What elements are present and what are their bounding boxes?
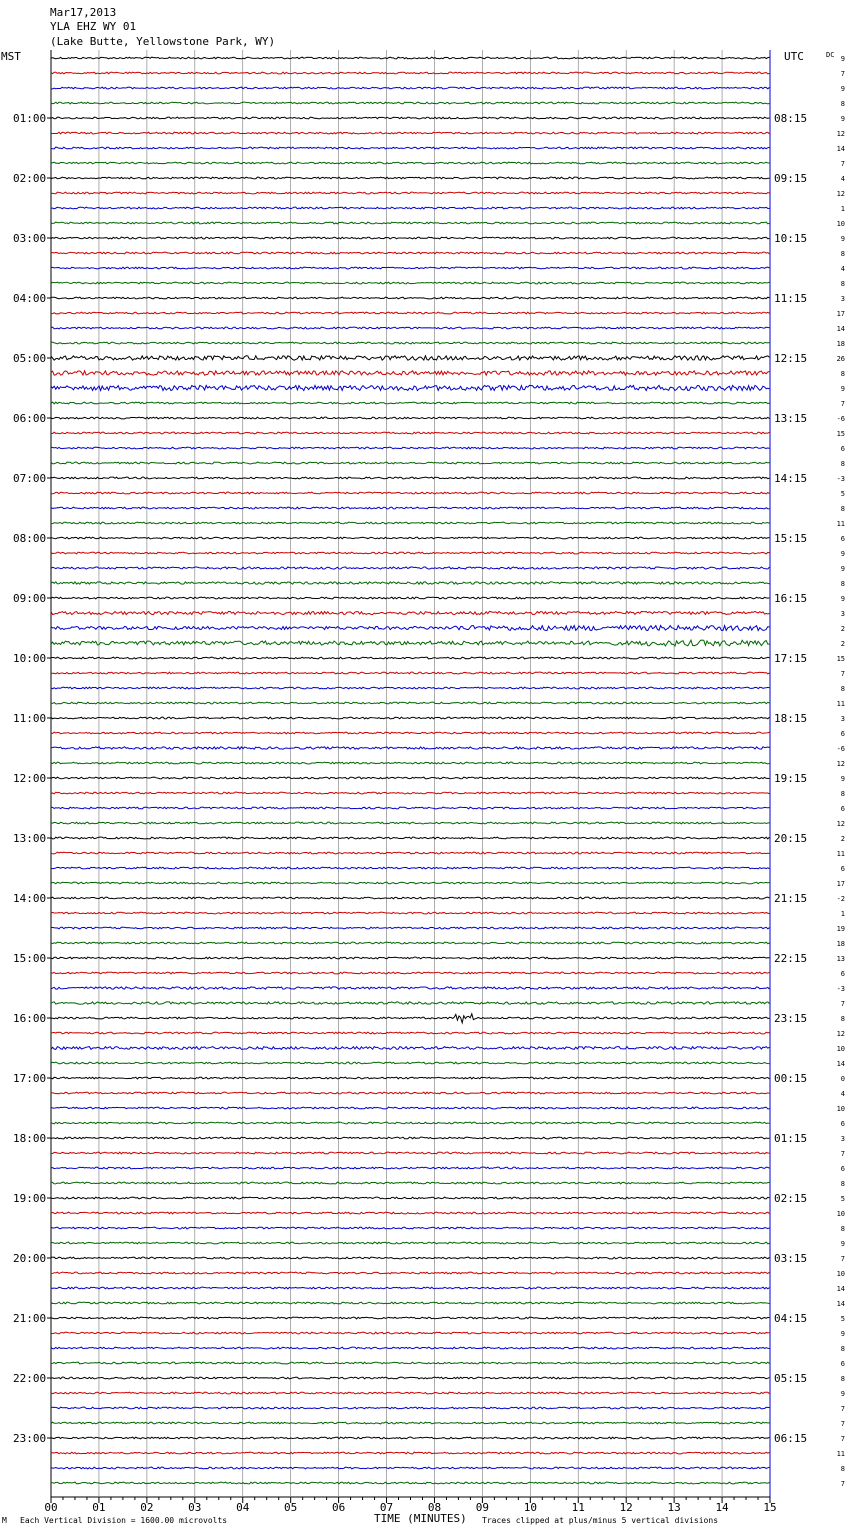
trace-row (51, 312, 769, 314)
mst-hour-label: 21:00 (13, 1312, 47, 1325)
trace-row (51, 942, 769, 944)
dc-offset: 9 (840, 115, 845, 123)
mst-hour-label: 14:00 (13, 892, 47, 905)
mst-hour-label: 17:00 (13, 1072, 47, 1085)
trace-row (51, 371, 769, 375)
trace-row (51, 1047, 769, 1050)
trace-row (51, 402, 769, 404)
utc-hour-label: 20:15 (774, 832, 808, 845)
trace-row (51, 132, 769, 134)
dc-offset: 12 (836, 760, 845, 768)
dc-offset: 7 (840, 1420, 845, 1428)
dc-offset: 5 (840, 1315, 845, 1323)
dc-offset: 7 (840, 1405, 845, 1413)
dc-offset: 6 (840, 1165, 845, 1173)
trace-row (51, 822, 769, 824)
trace-row (51, 1422, 769, 1424)
dc-offset: 8 (840, 685, 845, 693)
dc-offset: 6 (840, 535, 845, 543)
date-label: Mar17,2013 (50, 6, 117, 19)
dc-offset: 8 (840, 100, 845, 108)
dc-offset: 15 (836, 655, 845, 663)
dc-offset: 12 (836, 190, 845, 198)
trace-row (51, 777, 769, 779)
utc-hour-label: 02:15 (774, 1192, 808, 1205)
trace-row (51, 522, 769, 524)
x-axis-title: TIME (MINUTES) (374, 1512, 467, 1525)
trace-row (51, 912, 769, 914)
utc-hour-label: 12:15 (774, 352, 808, 365)
trace-row (51, 882, 769, 884)
trace-row (51, 687, 769, 689)
trace-row (51, 762, 769, 764)
dc-offset: 7 (840, 70, 845, 78)
trace-row (51, 57, 769, 59)
trace-row (51, 342, 769, 344)
dc-offset: 9 (840, 55, 845, 63)
trace-row (51, 1287, 769, 1289)
utc-hour-label: 05:15 (774, 1372, 808, 1385)
mst-hour-label: 12:00 (13, 772, 47, 785)
mst-hour-label: 18:00 (13, 1132, 47, 1145)
corner-mark: M (2, 1516, 7, 1525)
utc-hour-label: 04:15 (774, 1312, 808, 1325)
dc-offset: 0 (840, 1075, 845, 1083)
mst-hour-label: 10:00 (13, 652, 47, 665)
trace-row (51, 717, 769, 719)
trace-row (51, 385, 769, 390)
dc-offset: 8 (840, 280, 845, 288)
dc-offset: 13 (836, 955, 845, 963)
dc-offset: -6 (836, 745, 845, 753)
dc-offset: 3 (840, 610, 845, 618)
utc-hour-label: 00:15 (774, 1072, 808, 1085)
station-label: YLA EHZ WY 01 (50, 20, 137, 33)
dc-offset: 8 (840, 460, 845, 468)
trace-row (51, 117, 769, 119)
dc-offset: 9 (840, 1330, 845, 1338)
x-tick-label: 10 (523, 1501, 537, 1514)
trace-row (51, 657, 769, 659)
utc-hour-label: 15:15 (774, 532, 808, 545)
trace-row (51, 1467, 769, 1469)
mst-hour-label: 04:00 (13, 292, 47, 305)
dc-offset: 2 (840, 835, 845, 843)
trace-row (51, 1227, 769, 1229)
dc-offset: 7 (840, 160, 845, 168)
trace-row (51, 1242, 769, 1244)
trace-row (51, 462, 769, 464)
utc-hour-label: 21:15 (774, 892, 808, 905)
dc-offset: 7 (840, 1480, 845, 1488)
dc-offset: 1 (840, 205, 845, 213)
trace-row (51, 1392, 769, 1394)
x-tick-label: 13 (667, 1501, 681, 1514)
utc-hour-label: 19:15 (774, 772, 808, 785)
trace-row (51, 327, 769, 329)
dc-offset: 8 (840, 1015, 845, 1023)
mst-hour-label: 03:00 (13, 232, 47, 245)
trace-row (51, 957, 769, 959)
dc-offset: -6 (836, 415, 845, 423)
dc-offset: 8 (840, 1225, 845, 1233)
trace-row (51, 807, 769, 809)
mst-hour-label: 15:00 (13, 952, 47, 965)
dc-offset: 9 (840, 1390, 845, 1398)
utc-hour-label: 11:15 (774, 292, 808, 305)
trace-row (51, 582, 769, 584)
trace-row (51, 297, 769, 299)
trace-row (51, 897, 769, 899)
trace-row (51, 267, 769, 269)
dc-offset: -3 (836, 475, 845, 483)
utc-hour-label: 22:15 (774, 952, 808, 965)
trace-row (51, 252, 769, 254)
trace-row (51, 837, 769, 839)
trace-row (51, 177, 769, 179)
dc-offset: 18 (836, 340, 845, 348)
mst-hour-label: 02:00 (13, 172, 47, 185)
right-zone-label: UTC (784, 50, 804, 63)
dc-offset-labels (837, 55, 845, 1488)
trace-row (51, 1182, 769, 1184)
dc-offset: 6 (840, 730, 845, 738)
trace-row (51, 237, 769, 239)
dc-offset: 7 (840, 670, 845, 678)
dc-offset: 8 (840, 1345, 845, 1353)
mst-hour-label: 22:00 (13, 1372, 47, 1385)
dc-offset: 3 (840, 715, 845, 723)
trace-row (51, 1077, 769, 1079)
dc-offset: 6 (840, 445, 845, 453)
x-tick-label: 01 (92, 1501, 106, 1514)
mst-hour-label: 09:00 (13, 592, 47, 605)
dc-offset: 17 (836, 310, 845, 318)
trace-row (51, 852, 769, 854)
dc-offset: 8 (840, 790, 845, 798)
dc-offset: 19 (836, 925, 845, 933)
dc-offset: 8 (840, 580, 845, 588)
dc-offset: 7 (840, 1435, 845, 1443)
trace-row (51, 1137, 769, 1139)
utc-hour-label: 17:15 (774, 652, 808, 665)
mst-hour-label: 06:00 (13, 412, 47, 425)
trace-row (51, 1257, 769, 1259)
utc-hour-label: 03:15 (774, 1252, 808, 1265)
trace-row (51, 1347, 769, 1349)
dc-offset: 8 (840, 1180, 845, 1188)
trace-row (51, 87, 769, 89)
trace-row (51, 640, 769, 646)
dc-offset: 5 (840, 1195, 845, 1203)
mst-hour-label: 08:00 (13, 532, 47, 545)
dc-offset: 9 (840, 775, 845, 783)
dc-offset: 11 (836, 850, 845, 858)
dc-offset: 9 (840, 550, 845, 558)
dc-offset: 10 (836, 1105, 845, 1113)
trace-row (51, 747, 769, 749)
trace-row (51, 417, 769, 419)
x-tick-label: 05 (284, 1501, 298, 1514)
mst-hour-label: 23:00 (13, 1432, 47, 1445)
dc-offset: 8 (840, 1465, 845, 1473)
dc-offset: 17 (836, 880, 845, 888)
dc-offset: 14 (836, 1300, 845, 1308)
dc-offset: 9 (840, 385, 845, 393)
trace-row (51, 432, 769, 434)
dc-offset: 26 (836, 355, 845, 363)
left-zone-label: MST (1, 50, 21, 63)
utc-hour-label: 08:15 (774, 112, 808, 125)
dc-offset: 11 (836, 520, 845, 528)
dc-offset: 9 (840, 1240, 845, 1248)
trace-row (51, 792, 769, 794)
trace-row (51, 1092, 769, 1094)
trace-row (51, 1407, 769, 1409)
dc-offset: 2 (840, 625, 845, 633)
utc-hour-label: 10:15 (774, 232, 808, 245)
dc-offset: 7 (840, 400, 845, 408)
trace-row (51, 147, 769, 149)
dc-offset: 11 (836, 700, 845, 708)
x-tick-label: 07 (379, 1501, 394, 1514)
trace-row (51, 927, 769, 929)
dc-offset: 2 (840, 640, 845, 648)
mst-hour-label: 20:00 (13, 1252, 47, 1265)
dc-offset: 3 (840, 295, 845, 303)
dc-offset: 4 (840, 175, 845, 183)
x-tick-label: 04 (236, 1501, 250, 1514)
x-tick-label: 14 (715, 1501, 729, 1514)
utc-hour-label: 13:15 (774, 412, 808, 425)
trace-row (51, 207, 769, 209)
trace-row (51, 1452, 769, 1454)
dc-offset: 6 (840, 1120, 845, 1128)
dc-offset: 11 (836, 1450, 845, 1458)
dc-offset: -2 (836, 895, 845, 903)
dc-offset: 12 (836, 130, 845, 138)
time-grid (99, 50, 722, 1497)
dc-offset: 6 (840, 970, 845, 978)
dc-offset: 9 (840, 235, 845, 243)
trace-row (51, 972, 769, 974)
trace-row (51, 1107, 769, 1109)
dc-offset: 10 (836, 1045, 845, 1053)
trace-row (51, 1062, 769, 1064)
utc-hour-label: 18:15 (774, 712, 808, 725)
mst-hour-label: 19:00 (13, 1192, 47, 1205)
trace-row (51, 625, 769, 630)
trace-row (51, 1317, 769, 1319)
trace-row (51, 1167, 769, 1169)
trace-row (51, 702, 769, 704)
trace-row (51, 1302, 769, 1304)
dc-offset: 14 (836, 1285, 845, 1293)
dc-offset: 18 (836, 940, 845, 948)
dc-offset: 8 (840, 505, 845, 513)
dc-offset: 15 (836, 430, 845, 438)
dc-offset: 5 (840, 490, 845, 498)
trace-row (51, 192, 769, 194)
plot-frame (51, 50, 770, 1497)
x-tick-label: 11 (571, 1501, 585, 1514)
x-tick-label: 09 (475, 1501, 490, 1514)
x-tick-label: 15 (763, 1501, 777, 1514)
trace-row (51, 162, 769, 164)
trace-row (51, 537, 769, 539)
trace-row (51, 597, 769, 599)
clip-note: Traces clipped at plus/minus 5 vertical divisions (482, 1516, 719, 1525)
trace-row (51, 447, 769, 449)
trace-row (51, 1332, 769, 1334)
mst-hour-label: 16:00 (13, 1012, 47, 1025)
trace-row (51, 567, 769, 569)
utc-hour-label: 23:15 (774, 1012, 808, 1025)
chart-header (50, 6, 275, 48)
dc-offset: 9 (840, 595, 845, 603)
dc-offset: 6 (840, 805, 845, 813)
trace-row (51, 732, 769, 734)
trace-row (51, 1272, 769, 1274)
utc-hour-label: 06:15 (774, 1432, 808, 1445)
trace-row (51, 1014, 769, 1023)
dc-offset: 6 (840, 865, 845, 873)
dc-offset: 3 (840, 1135, 845, 1143)
trace-row (51, 611, 769, 614)
dc-offset: 7 (840, 1000, 845, 1008)
dc-offset: 1 (840, 910, 845, 918)
trace-row (51, 1122, 769, 1124)
mst-hour-label: 05:00 (13, 352, 47, 365)
trace-row (51, 492, 769, 494)
trace-row (51, 222, 769, 224)
utc-hour-label: 01:15 (774, 1132, 808, 1145)
trace-row (51, 1437, 769, 1439)
dc-offset: 14 (836, 1060, 845, 1068)
dc-offset: 4 (840, 1090, 845, 1098)
trace-row (51, 507, 769, 509)
trace-row (51, 1032, 769, 1034)
trace-row (51, 282, 769, 284)
mst-hour-label: 07:00 (13, 472, 47, 485)
x-tick-label: 06 (331, 1501, 346, 1514)
trace-row (51, 1152, 769, 1154)
trace-row (51, 1212, 769, 1214)
trace-row (51, 1377, 769, 1379)
mst-hour-label: 11:00 (13, 712, 47, 725)
x-tick-label: 00 (44, 1501, 58, 1514)
dc-offset: 6 (840, 1360, 845, 1368)
utc-hour-label: 14:15 (774, 472, 808, 485)
trace-row (51, 1197, 769, 1199)
dc-offset: 7 (840, 1150, 845, 1158)
dc-offset: -3 (836, 985, 845, 993)
utc-hour-label: 16:15 (774, 592, 808, 605)
dc-offset: 12 (836, 820, 845, 828)
x-tick-label: 03 (188, 1501, 202, 1514)
dc-offset: 10 (836, 1210, 845, 1218)
dc-offset: 9 (840, 565, 845, 573)
trace-row (51, 672, 769, 674)
dc-offset: 7 (840, 1255, 845, 1263)
trace-row (51, 1482, 769, 1484)
dc-offset: 9 (840, 85, 845, 93)
mst-hour-label: 01:00 (13, 112, 47, 125)
trace-row (51, 867, 769, 869)
trace-row (51, 356, 769, 360)
dc-offset: 8 (840, 370, 845, 378)
mst-hour-label: 13:00 (13, 832, 47, 845)
dc-offset: 12 (836, 1030, 845, 1038)
trace-row (51, 1362, 769, 1364)
trace-row (51, 102, 769, 104)
utc-hour-label: 09:15 (774, 172, 808, 185)
trace-rows (51, 57, 769, 1484)
dc-offset: 10 (836, 220, 845, 228)
scale-note: Each Vertical Division = 1600.00 microvolts (20, 1516, 228, 1525)
dc-offset: 8 (840, 1375, 845, 1383)
trace-row (51, 1002, 769, 1004)
dc-offset: 14 (836, 145, 845, 153)
trace-row (51, 552, 769, 554)
trace-row (51, 477, 769, 479)
trace-row (51, 987, 769, 989)
dc-offset: 10 (836, 1270, 845, 1278)
dc-offset: 14 (836, 325, 845, 333)
x-tick-label: 12 (619, 1501, 633, 1514)
dc-offset: 4 (840, 265, 845, 273)
dc-offset: 8 (840, 250, 845, 258)
x-tick-label: 08 (427, 1501, 442, 1514)
location-label: (Lake Butte, Yellowstone Park, WY) (50, 35, 276, 48)
x-tick-label: 02 (140, 1501, 154, 1514)
trace-row (51, 72, 769, 74)
dc-header-label: DC (826, 51, 835, 59)
